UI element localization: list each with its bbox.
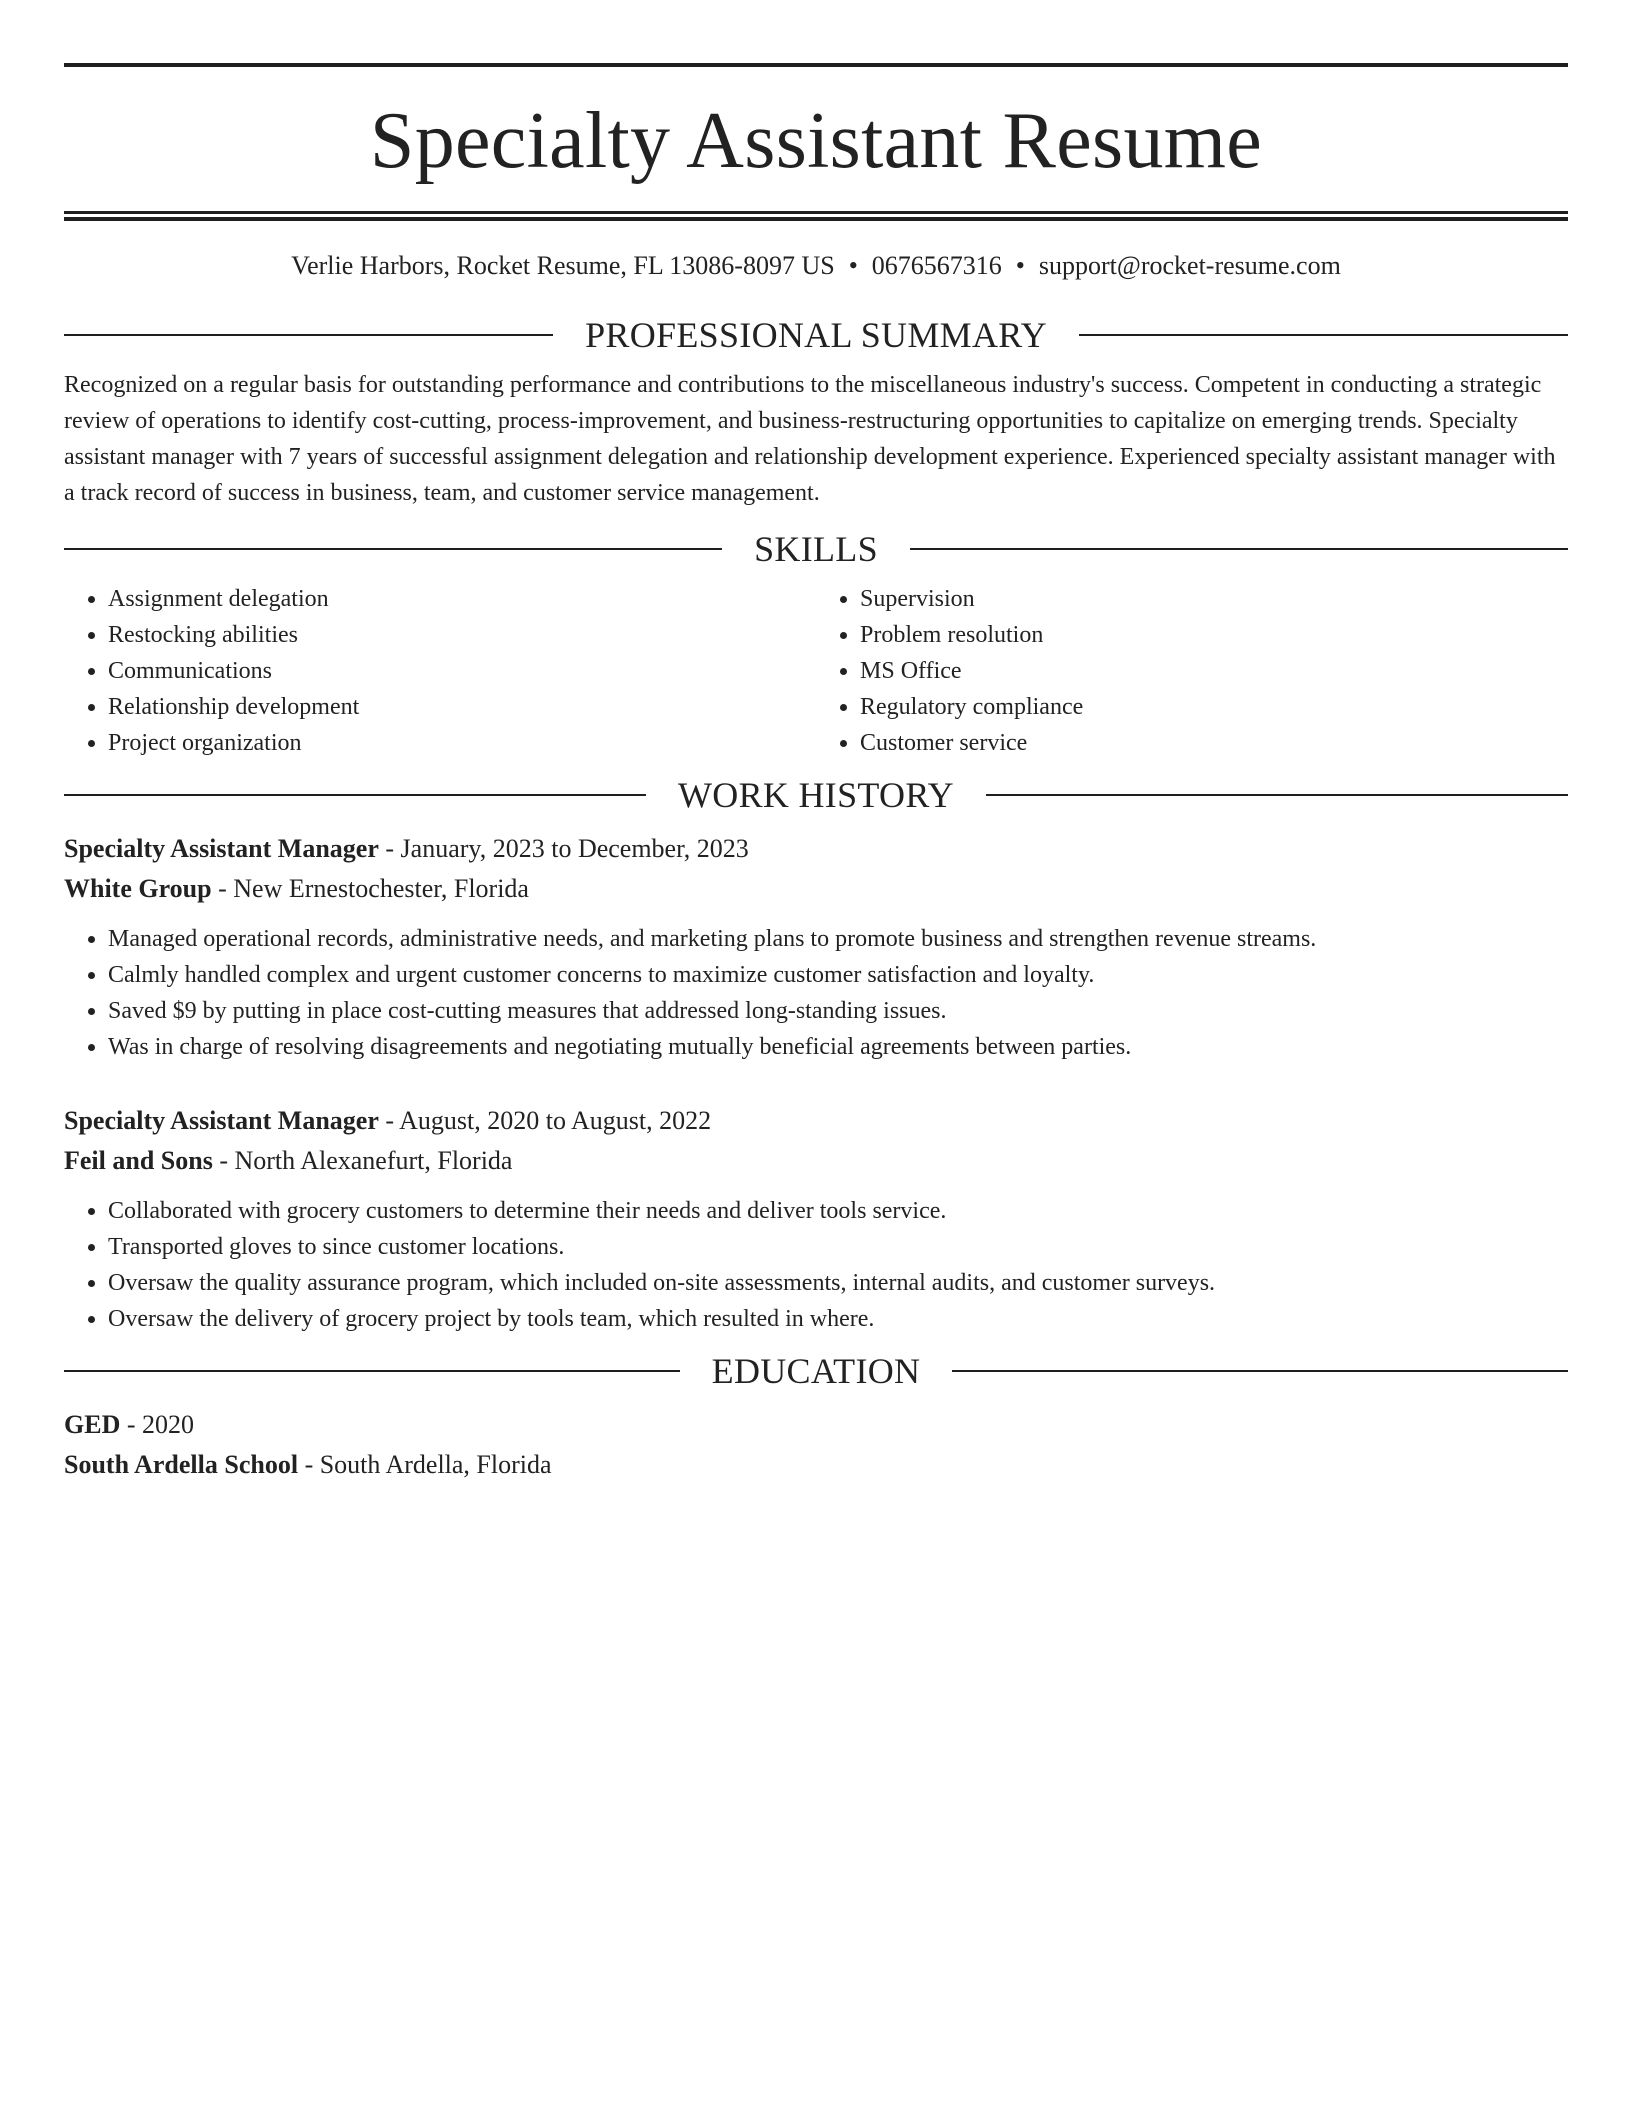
skill-item: • Assignment delegation bbox=[108, 581, 816, 617]
skill-item: • Restocking abilities bbox=[108, 617, 816, 653]
summary-text: Recognized on a regular basis for outstanding performance and contributions to the miscellaneous industry's success. Competent in conducting a strategic review of operations to identify cost-cutting, process-improvement, and business-restructuring opportunities to capitalize on emerging trends. Specialty assistant manager with 7 years of successful assignment delegation and relationship development experience. Experienced specialty assistant manager with a track record of success in business, team, and customer service management. bbox=[64, 372, 1556, 506]
divider-line bbox=[952, 1370, 1568, 1372]
contact-phone: 0676567316 bbox=[871, 251, 1002, 280]
divider-line bbox=[986, 794, 1568, 796]
job-bullet: • Oversaw the quality assurance program, which included on-site assessments, internal audits, and customer surveys. bbox=[108, 1265, 1568, 1301]
job-company-line bbox=[64, 1141, 1568, 1181]
education-degree: GED bbox=[64, 1410, 121, 1439]
skill-item: • Supervision bbox=[860, 581, 1568, 617]
divider-line bbox=[64, 334, 553, 336]
skill-item: • Communications bbox=[108, 653, 816, 689]
job-location: - North Alexanefurt, Florida bbox=[212, 1146, 513, 1175]
job-entry bbox=[64, 829, 1568, 1065]
contact-separator: • bbox=[1015, 251, 1025, 280]
education-year: - 2020 bbox=[120, 1410, 195, 1439]
divider-line bbox=[64, 548, 722, 550]
skill-item: • Customer service bbox=[860, 725, 1568, 761]
job-bullet: • Saved $9 by putting in place cost-cutting measures that addressed long-standing issues. bbox=[108, 993, 1568, 1029]
job-dates: - January, 2023 to December, 2023 bbox=[378, 834, 749, 863]
skills-section-header bbox=[64, 529, 1568, 569]
job-role: Specialty Assistant Manager bbox=[64, 834, 379, 863]
job-location: - New Ernestochester, Florida bbox=[211, 874, 529, 903]
summary-section-header bbox=[64, 315, 1568, 355]
contact-line bbox=[64, 251, 1568, 281]
job-bullets bbox=[64, 921, 1568, 1065]
education-school-line bbox=[64, 1445, 1568, 1485]
education-section-header bbox=[64, 1351, 1568, 1391]
education-heading: EDUCATION bbox=[711, 1351, 921, 1391]
job-bullet: • Transported gloves to since customer locations. bbox=[108, 1229, 1568, 1265]
education-degree-line bbox=[64, 1405, 1568, 1445]
skills-column-right bbox=[816, 581, 1568, 761]
skills-heading: SKILLS bbox=[754, 529, 878, 569]
job-company: Feil and Sons bbox=[64, 1146, 213, 1175]
skill-item: • Project organization bbox=[108, 725, 816, 761]
work-heading: WORK HISTORY bbox=[678, 775, 954, 815]
job-dates: - August, 2020 to August, 2022 bbox=[378, 1106, 712, 1135]
divider-line bbox=[64, 1370, 680, 1372]
contact-address: Verlie Harbors, Rocket Resume, FL 13086-8097 US bbox=[291, 251, 835, 280]
page-title: Specialty Assistant Resume bbox=[369, 97, 1263, 185]
job-company: White Group bbox=[64, 874, 212, 903]
work-section-header bbox=[64, 775, 1568, 815]
job-bullet: • Managed operational records, administrative needs, and marketing plans to promote business and strengthen revenue streams. bbox=[108, 921, 1568, 957]
skill-item: • MS Office bbox=[860, 653, 1568, 689]
skills-column-left bbox=[64, 581, 816, 761]
job-bullet: • Oversaw the delivery of grocery project by tools team, which resulted in where. bbox=[108, 1301, 1568, 1337]
education-entry bbox=[64, 1405, 1568, 1485]
job-bullets bbox=[64, 1193, 1568, 1337]
job-bullet: • Calmly handled complex and urgent customer concerns to maximize customer satisfaction and loyalty. bbox=[108, 957, 1568, 993]
education-location: - South Ardella, Florida bbox=[298, 1450, 552, 1479]
divider-line bbox=[910, 548, 1568, 550]
skill-item: • Regulatory compliance bbox=[860, 689, 1568, 725]
divider-line bbox=[1079, 334, 1568, 336]
job-bullet: • Collaborated with grocery customers to determine their needs and deliver tools service. bbox=[108, 1193, 1568, 1229]
job-title-line bbox=[64, 1101, 1568, 1141]
top-rule bbox=[64, 63, 1568, 67]
job-role: Specialty Assistant Manager bbox=[64, 1106, 379, 1135]
summary-heading: PROFESSIONAL SUMMARY bbox=[585, 315, 1047, 355]
job-bullet: • Was in charge of resolving disagreements and negotiating mutually beneficial agreements between parties. bbox=[108, 1029, 1568, 1065]
skills-list bbox=[64, 581, 1568, 761]
divider-line bbox=[64, 794, 646, 796]
skill-item: • Problem resolution bbox=[860, 617, 1568, 653]
job-title-line bbox=[64, 829, 1568, 869]
job-entry bbox=[64, 1101, 1568, 1337]
job-company-line bbox=[64, 869, 1568, 909]
education-school: South Ardella School bbox=[64, 1450, 299, 1479]
contact-separator: • bbox=[848, 251, 858, 280]
skill-item: • Relationship development bbox=[108, 689, 816, 725]
contact-email: support@rocket-resume.com bbox=[1038, 251, 1341, 280]
title-double-rule bbox=[64, 211, 1568, 221]
